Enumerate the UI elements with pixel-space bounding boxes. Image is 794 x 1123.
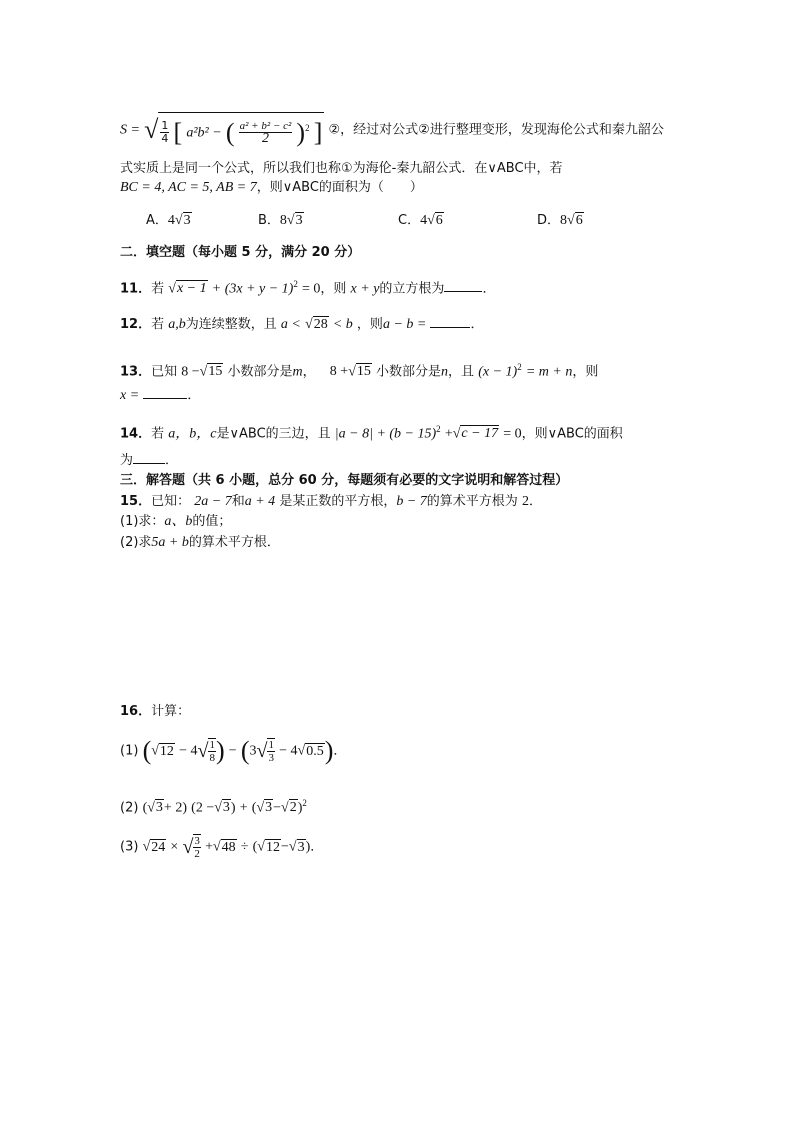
question-16-part-1: (1) (√12 − 4√ $\frac{1}{8}$ ) − (3√ $\frac{1}{3}$ − 4√0.5)． [120, 736, 347, 765]
paragraph-line-3: BC = 4, AC = 5, AB = 7，则∨ABC的面积为（ ） [120, 180, 423, 195]
question-16-part-3: (3) √24 × √ $\frac{3}{2}$ +√48 ÷ (√12−√3)． [120, 835, 324, 860]
question-15-part-1: (1)求：a、b的值； [120, 514, 232, 529]
answer-blank-11[interactable] [444, 291, 482, 292]
question-14: 14．若 a，b，c是∨ABC的三边，且 $|a - 8| + (b - 15)^2 +√c - 17 = 0$，则∨ABC的面积 [120, 424, 623, 442]
section-2-heading: 二．填空题（每小题 5 分，满分 20 分） [120, 245, 361, 260]
question-15-part-2: (2)求5a + b的算术平方根． [120, 535, 280, 550]
answer-blank-12[interactable] [430, 327, 470, 328]
question-14-answer: 为 ． [120, 453, 179, 468]
option-c: C．4√6 [398, 213, 443, 228]
question-16: 16．计算： [120, 704, 191, 719]
question-13-answer: x = ． [120, 388, 201, 403]
paragraph-line-2: 式实质上是同一个公式，所以我们也称①为海伦-秦九韶公式．在∨ABC中，若 [120, 161, 563, 176]
formula-lhs: S = [120, 122, 140, 138]
question-12: 12．若 a,b为连续整数，且 a < √28 < b ，则a − b = ． [120, 317, 484, 332]
question-15: 15．已知： 2a − 7和a + 4 是某正数的平方根，b − 7的算术平方根为 2． [120, 494, 542, 509]
radical-sign: √ [144, 115, 159, 145]
formula-line [120, 112, 664, 148]
section-3-heading: 三．解答题（共 6 小题，总分 60 分，每题须有必要的文字说明和解答过程） [120, 473, 569, 488]
cosine-fraction: $\frac{\text{a² + b² − c²}}{2}$ [239, 120, 292, 147]
option-b: B．8√3 [258, 213, 303, 228]
question-11: 11．若 $√x - 1 + (3x + y - 1)^2 = 0$，则 x + y的立方根为 ． [120, 279, 496, 297]
formula-radicand: $\frac{1}{4}$ [ a²b² − ( $\frac{\text{a² + b² − c²}}{2}$ )$^2$ ] [158, 112, 324, 148]
question-16-part-2: (2) (√3+ 2) $(2 -√3) + (√3-√2)^2$ [120, 798, 307, 816]
formula-text: ②，经过对公式②进行整理变形，发现海伦公式和秦九韶公 [328, 122, 664, 138]
option-a: A．4√3 [146, 213, 191, 228]
quarter-fraction: $\frac{1}{4}$ [161, 119, 169, 146]
answer-blank-13[interactable] [143, 398, 187, 399]
option-d: D．8√6 [537, 213, 583, 228]
answer-blank-14[interactable] [133, 463, 165, 464]
a2b2-term: a²b² − [186, 125, 222, 141]
question-13: 13．已知 8 −√15 小数部分是m， 8 +√15 小数部分是n，且 $(x - 1)^2 = m + n$，则 [120, 362, 599, 380]
